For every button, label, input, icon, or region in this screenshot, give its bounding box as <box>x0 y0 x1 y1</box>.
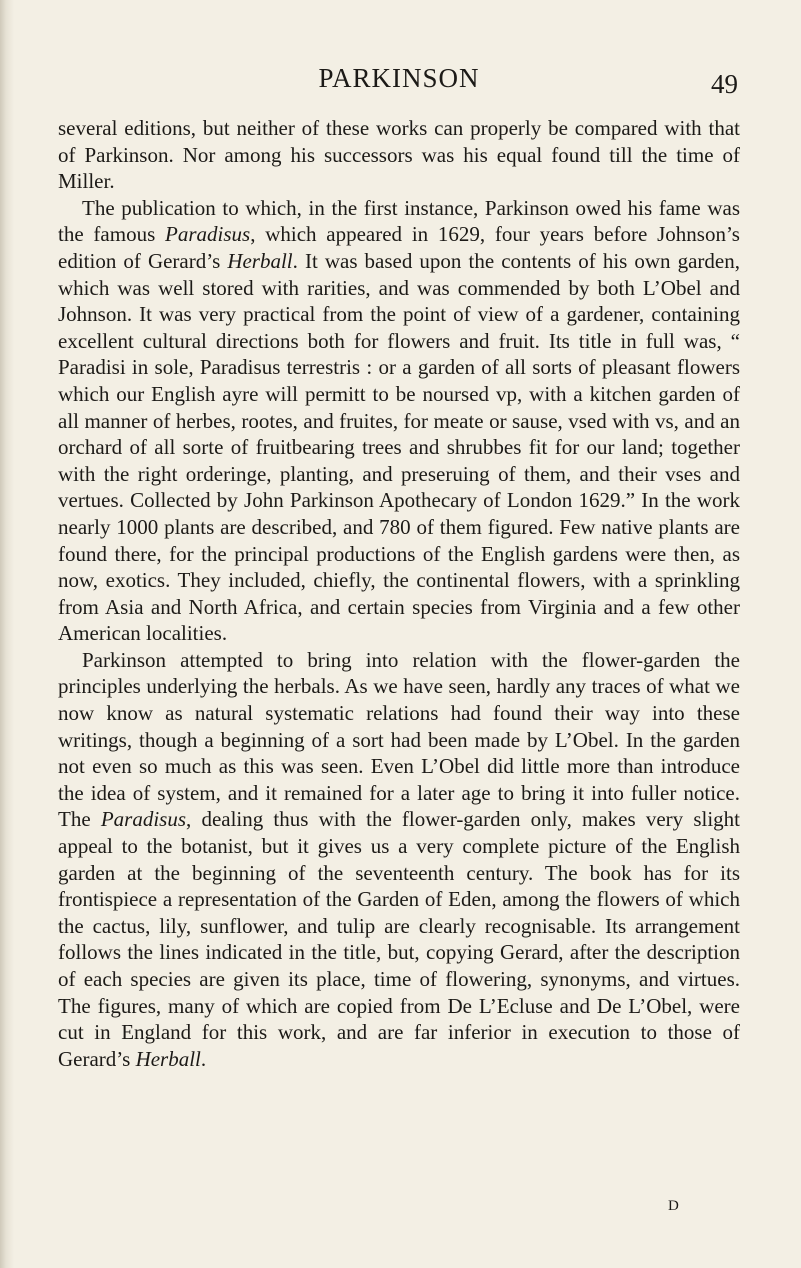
book-title-paradisus: Paradisus <box>100 807 187 832</box>
text-segment: , which appeared in 1629, four years before Johnson’s edition of Gerard’s <box>58 222 740 273</box>
page-header <box>58 62 740 102</box>
running-head: PARKINSON <box>318 63 480 93</box>
book-title-herball: Herball <box>227 248 293 273</box>
body-text <box>58 115 740 1072</box>
text-segment: The publication to which, in the first instance, Parkinson owed his fame was the famous <box>58 195 740 247</box>
text-segment: . <box>200 1046 207 1071</box>
book-title-herball: Herball <box>135 1046 201 1071</box>
text-segment: Parkinson attempted to bring into relation with the flower-garden the principles underlying the herbals. As we have seen, hardly any traces of what we now know as natural systematic relations had found their way into these writings, though a beginning of a sort had been made by L’Obel. In the garden not even so much as this was seen. Even L’Obel did little more than introduce the idea of system, and it remained for a later age to bring it into fuller notice. The <box>58 647 740 832</box>
book-title-paradisus: Paradisus <box>165 222 251 247</box>
paragraph-3 <box>58 647 740 1073</box>
paragraph-2 <box>58 195 740 647</box>
text-segment: . It was based upon the contents of his own garden, which was well stored with rarities, and was commended by both L’Obel and Johnson. It was very practical from the point of view of a gardener, containing excellent cultural directions both for flowers and fruit. Its title in full was, “ Paradisi in sole, Paradisus terrestris : or a garden of all sorts of pleasant flowers which our English ayre will permitt to be noursed vp, with a kitchen garden of all manner of herbes, rootes, and fruites, for meate or sause, vsed with vs, and an orchard of all sorte of fruitbearing trees and shrubbes fit for our land; together with the right orderinge, planting, and preseruing of them, and their vses and vertues. Collected by John Parkinson Apothecary of London 1629.” In the work nearly 1000 plants are described, and 780 of them figured. Few native plants are found there, for the principal productions of the English gardens were then, as now, exotics. They included, chiefly, the continental flowers, with a sprinkling from Asia and North Africa, and certain species from Virginia and a few other American localities. <box>58 248 740 646</box>
text-segment: several editions, but neither of these works can properly be compared with that of Parkinson. Nor among his successors was his equal found till the time of Miller. <box>58 116 740 194</box>
page-binding-edge <box>0 0 14 1268</box>
page-number: 49 <box>711 69 738 99</box>
paragraph-1 <box>58 115 740 195</box>
text-segment: , dealing thus with the flower-garden only, makes very slight appeal to the botanist, but it gives us a very complete picture of the English garden at the beginning of the seventeenth century. The book has for its frontispiece a representation of the Garden of Eden, among the flowers of which the cactus, lily, sunflower, and tulip are clearly recognisable. Its arrangement follows the lines indicated in the title, but, copying Gerard, after the description of each species are given its place, time of flowering, synonyms, and virtues. The figures, many of which are copied from De L’Ecluse and De L’Obel, were cut in England for this work, and are far inferior in execution to those of Gerard’s <box>58 807 740 1071</box>
signature-mark: D <box>668 1198 679 1214</box>
